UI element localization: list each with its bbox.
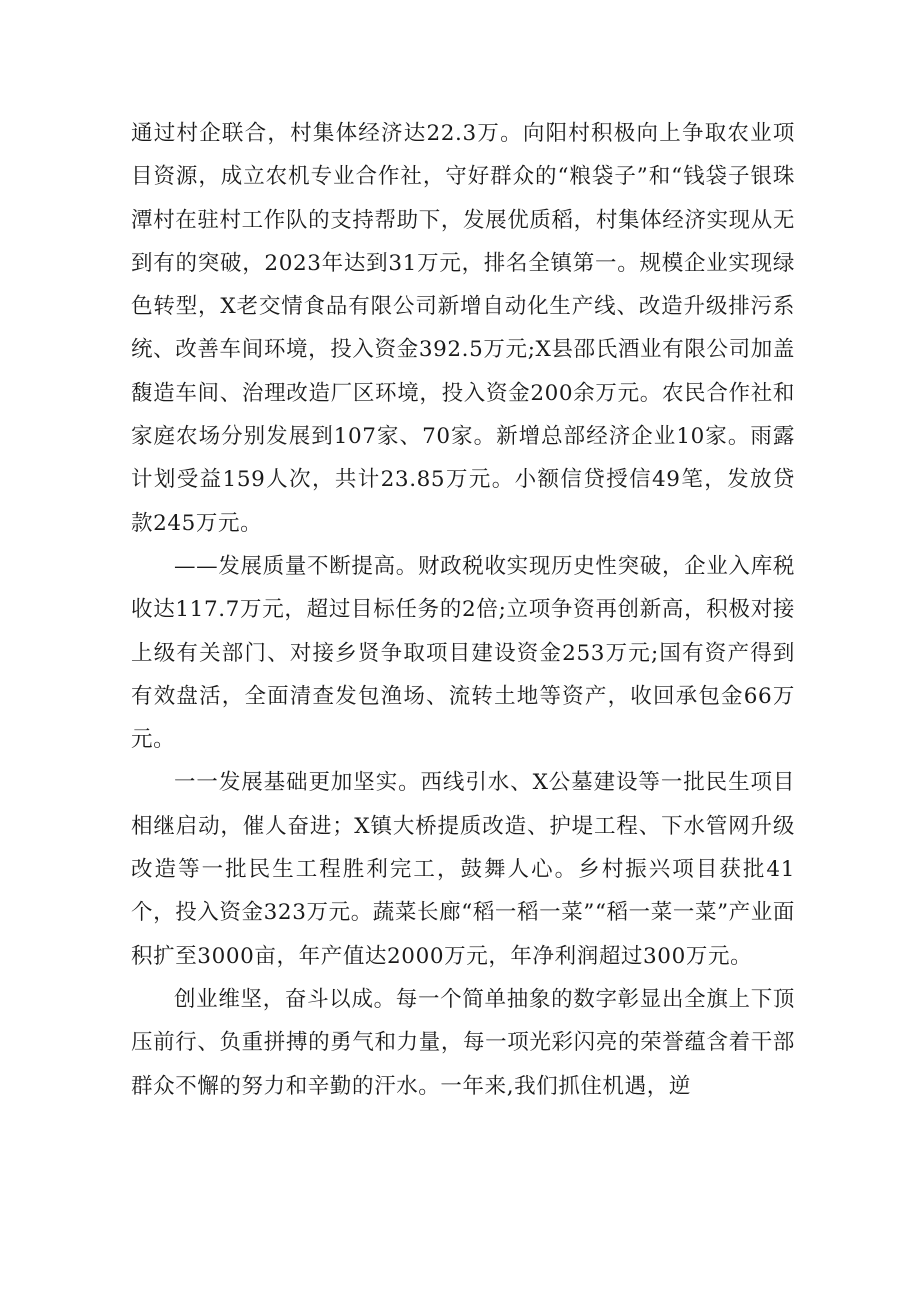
paragraph-village-economy: 通过村企联合，村集体经济达22.3万。向阳村积极向上争取农业项目资源，成立农机专业合作社，守好群众的“粮袋子”和“钱袋子银珠潭村在驻村工作队的支持帮助下，发展优质稻，村集体经济实现从无到有的突破，2023年达到31万元，排名全镇第一。规模企业实现绿色转型，X老交情食品有限公司新增自动化生产线、改造升级排污系统、改善车间环境，投入资金392.5万元;X县邵氏酒业有限公司加盖馥造车间、治理改造厂区环境，投入资金200余万元。农民合作社和家庭农场分别发展到107家、70家。新增总部经济企业10家。雨露计划受益159人次，共计23.85万元。小额信贷授信49笔，发放贷款245万元。	[131, 121, 795, 536]
paragraph-development-quality: ——发展质量不断提高。财政税收实现历史性突破，企业入库税收达117.7万元，超过目标任务的2倍;立项争资再创新高，积极对接上级有关部门、对接乡贤争取项目建设资金253万元;国有资产得到有效盘活，全面清查发包渔场、流转土地等资产，收回承包金66万元。	[131, 553, 795, 753]
document-body	[131, 112, 795, 1108]
paragraph-entrepreneurship: 创业维坚，奋斗以成。每一个简单抽象的数字彰显出全旗上下顶压前行、负重拼搏的勇气和力量，每一项光彩闪亮的荣誉蕴含着干部群众不懈的努力和辛勤的汗水。一年来,我们抓住机遇，逆	[131, 986, 795, 1099]
paragraph-development-foundation: 一一发展基础更加坚实。西线引水、X公墓建设等一批民生项目相继启动，催人奋进；X镇大桥提质改造、护堤工程、下水管网升级改造等一批民生工程胜利完工，鼓舞人心。乡村振兴项目获批41个，投入资金323万元。蔬菜长廊“稻一稻一菜”“稻一菜一菜”产业面积扩至3000亩，年产值达2000万元，年净利润超过300万元。	[131, 770, 795, 969]
